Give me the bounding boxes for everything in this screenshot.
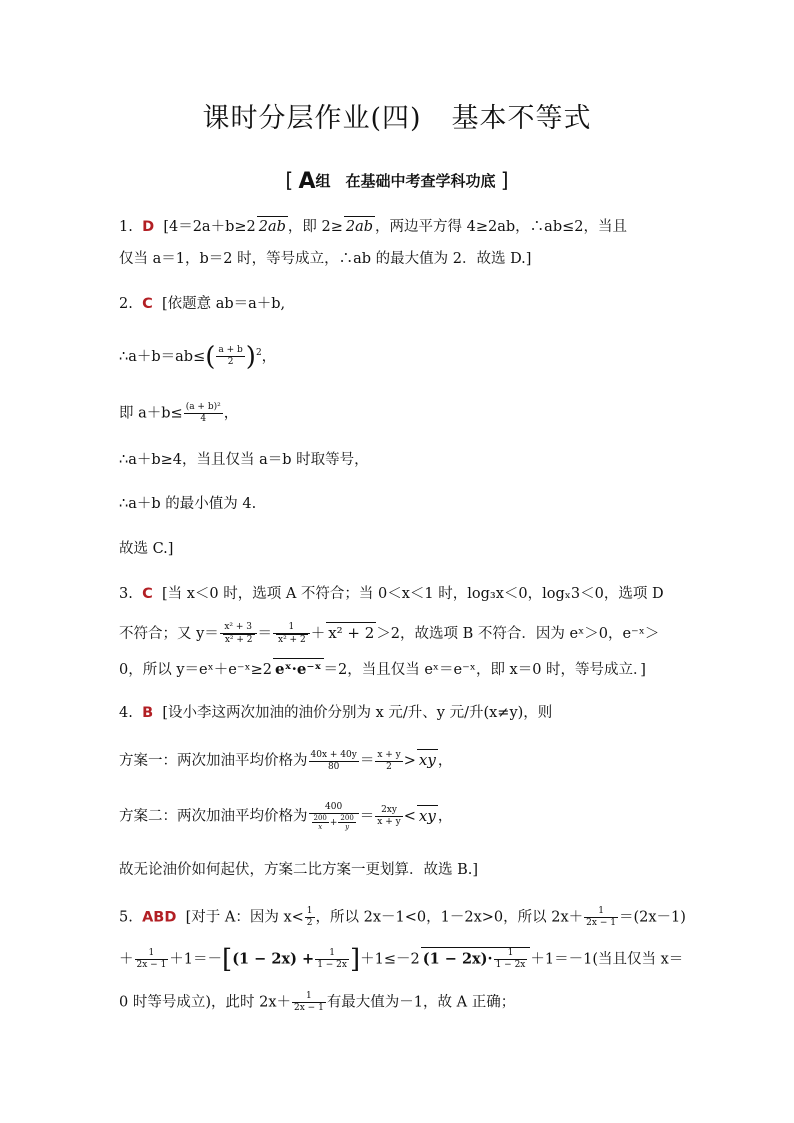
- q2-text: 即 a＋b≤: [119, 405, 183, 422]
- q5-answer: ABD: [142, 909, 177, 926]
- fraction: [273, 622, 310, 646]
- title-main: 课时分层作业(四): [202, 103, 422, 134]
- q5-text: ＋1＝－1(当且仅当 x＝: [530, 951, 684, 968]
- fraction: [309, 750, 359, 773]
- q1-text: ，两边平方得 4≥2ab，∴ab≤2，当且: [375, 219, 627, 235]
- sqrt-radical: [421, 947, 531, 971]
- q4-text: ，: [437, 753, 453, 769]
- q2-text: ∴a＋b＝ab≤: [119, 348, 206, 365]
- numerator: 1: [273, 622, 310, 634]
- denominator: 2x − 1: [294, 1003, 324, 1013]
- q3-answer: C: [142, 586, 153, 602]
- q3-text: [当 x＜0 时，选项 A 不符合；当 0＜x＜1 时，log₃x＜0，logₓ3＜0，选项 D: [161, 586, 664, 602]
- q4-text: 故无论油价如何起伏，方案二比方案一更划算．故选 B.]: [119, 862, 479, 878]
- numerator: 1: [306, 906, 313, 916]
- denominator: 80: [327, 761, 340, 772]
- group-label: 组 在基础中考查学科功底: [315, 172, 496, 190]
- q2-line-5: [119, 494, 256, 514]
- denominator: 1 − 2x: [495, 960, 526, 970]
- q2-line-3: [119, 402, 238, 425]
- q2-number: 2.: [119, 296, 133, 312]
- q4-text: ，: [437, 808, 453, 825]
- q1-radicand-2: 2ab: [345, 219, 374, 235]
- title-sub: 基本不等式: [451, 103, 592, 134]
- q1-number: 1.: [119, 219, 133, 235]
- q4-line-1: [119, 703, 552, 723]
- numerator: 1: [584, 906, 618, 918]
- numerator: 40x + 40y: [310, 749, 357, 760]
- q4-text: ＝: [359, 808, 375, 825]
- numerator: 200: [313, 814, 327, 822]
- q1-text: 仅当 a＝1，b＝2 时，等号成立，∴ab 的最大值为 2．故选 D.]: [119, 251, 532, 267]
- fraction: [375, 750, 402, 773]
- q4-line-4: [119, 860, 478, 880]
- q4-text: <: [403, 808, 416, 825]
- page-title: [0, 96, 794, 135]
- fraction: [135, 948, 169, 971]
- plus-sign: +: [329, 818, 338, 828]
- fraction: [309, 802, 359, 831]
- fraction: [220, 622, 257, 646]
- numerator: 400: [309, 802, 359, 814]
- q4-text: 方案一：两次加油平均价格为: [119, 753, 308, 769]
- radicand: (1 − 2x)·: [422, 950, 493, 968]
- sqrt-radical: [257, 216, 288, 237]
- q3-text: ＝: [257, 626, 272, 642]
- denominator: [220, 634, 257, 646]
- q1-text: [4＝2a＋b≥2: [163, 219, 256, 235]
- fraction: [184, 402, 223, 425]
- q1-answer: D: [142, 219, 155, 235]
- fraction: [305, 906, 315, 929]
- numerator: 1: [292, 991, 326, 1003]
- sqrt-radical: eˣ·e⁻ˣ: [275, 660, 322, 678]
- fraction: [292, 991, 326, 1014]
- sqrt-radical: x² + 2: [278, 635, 306, 645]
- denominator: 2: [386, 761, 392, 772]
- q3-text: ＋: [310, 626, 326, 642]
- q2-line-4: [119, 450, 369, 470]
- numerator: x + y: [377, 749, 401, 760]
- q5-text: [对于 A：因为 x<: [185, 909, 304, 926]
- q1-line-1: [119, 216, 627, 237]
- q5-line-1: [119, 906, 686, 929]
- sqrt-radical: xy: [418, 806, 436, 825]
- q5-text: ＝(2x－1): [618, 909, 686, 926]
- q2-line-1: [119, 294, 285, 314]
- q4-number: 4.: [119, 705, 133, 721]
- denominator: x + y: [377, 817, 401, 827]
- numerator: x² + 3: [220, 622, 257, 634]
- q2-text: ，: [223, 405, 239, 422]
- denominator: y: [345, 823, 350, 831]
- denominator: 1 − 2x: [317, 960, 347, 970]
- fraction: [315, 948, 349, 971]
- numerator: 2xy: [375, 805, 402, 817]
- q4-text: [设小李这两次加油的油价分别为 x 元/升、y 元/升(x≠y)，则: [162, 705, 553, 721]
- q4-line-3: [119, 802, 452, 831]
- q1-text: ，即 2≥: [287, 219, 343, 235]
- q3-line-1: [119, 584, 664, 604]
- q2-text: ∴a＋b 的最小值为 4.: [119, 496, 257, 512]
- numerator: 1: [315, 948, 349, 960]
- sqrt-radical: x² + 2: [224, 635, 253, 645]
- numerator: a + b: [218, 345, 243, 356]
- q5-text: ，所以 2x－1<0，1－2x>0，所以 2x＋: [315, 909, 584, 926]
- fraction: [494, 948, 528, 971]
- q3-text: 不符合；又 y＝: [119, 626, 219, 642]
- q2-line-2: ∴a＋b＝ab≤( $\frac{a + b}{2}$ )$^2$，: [119, 341, 277, 372]
- q5-text: ＋1≤－2: [360, 951, 420, 968]
- q2-text: [依题意 ab＝a＋b,: [161, 296, 286, 312]
- denominator: 4: [200, 414, 207, 424]
- q3-text: 0，所以 y＝eˣ＋e⁻ˣ≥2: [119, 662, 273, 678]
- q4-line-2: [119, 749, 452, 773]
- fraction: [584, 906, 618, 929]
- q2-text: ∴a＋b≥4，当且仅当 a＝b 时取等号，: [119, 452, 369, 468]
- fraction: [216, 345, 244, 368]
- sqrt-radical: x² + 2: [328, 624, 375, 642]
- q5-text: ＋: [119, 951, 134, 968]
- denominator: 2: [227, 357, 234, 368]
- q5-text: (1 − 2x) +: [232, 950, 315, 968]
- fraction: [375, 805, 402, 828]
- q3-number: 3.: [119, 586, 133, 602]
- q4-text: 方案二：两次加油平均价格为: [119, 808, 308, 825]
- q2-text: 故选 C.]: [119, 541, 174, 557]
- numerator: 1: [494, 948, 528, 960]
- denominator: [273, 634, 310, 646]
- q1-radicand-1: 2ab: [258, 219, 286, 235]
- numerator: (a + b)²: [185, 402, 221, 412]
- denominator: x: [318, 823, 323, 831]
- group-letter: A: [298, 169, 316, 194]
- q4-answer: B: [142, 705, 154, 721]
- q5-line-3: [119, 991, 515, 1014]
- denominator: 2x − 1: [586, 918, 616, 928]
- q3-line-3: [119, 658, 646, 680]
- q2-line-6: [119, 539, 173, 559]
- numerator: 1: [135, 948, 169, 960]
- q3-text: ＞2，故选项 B 不符合．因为 eˣ＞0，e⁻ˣ＞: [376, 626, 660, 642]
- group-heading: [ A组 在基础中考查学科功底 ]: [285, 168, 509, 194]
- q5-text: ＋1＝－: [169, 951, 223, 968]
- q2-answer: C: [142, 296, 153, 312]
- q4-text: ＝: [359, 753, 375, 769]
- sqrt-radical: [344, 216, 375, 237]
- q5-number: 5.: [119, 909, 133, 926]
- q3-text: ＝2，当且仅当 eˣ＝e⁻ˣ，即 x＝0 时，等号成立．]: [323, 662, 646, 678]
- q5-text: 有最大值为－1，故 A 正确；: [326, 994, 516, 1011]
- sqrt-radical: xy: [418, 751, 436, 769]
- denominator: [309, 814, 359, 831]
- q1-line-2: [119, 249, 531, 269]
- numerator: 200: [340, 814, 354, 822]
- q4-text: >: [403, 753, 416, 769]
- q5-line-2: ＋ $\frac{1}{2x - 1}$ ＋1＝－[(1 − 2x) + $\frac{1}{1 - 2x}$ ]＋1≤－2 (1 − 2x)· $\frac{1}{1 - 2x}$ ＋1＝－1(当且仅当 x＝: [119, 944, 684, 975]
- denominator: 2: [306, 918, 313, 928]
- q3-line-2: [119, 622, 659, 646]
- q5-text: 0 时等号成立)，此时 2x＋: [119, 994, 292, 1011]
- q2-text: ，: [261, 348, 277, 365]
- denominator: 2x − 1: [136, 960, 167, 970]
